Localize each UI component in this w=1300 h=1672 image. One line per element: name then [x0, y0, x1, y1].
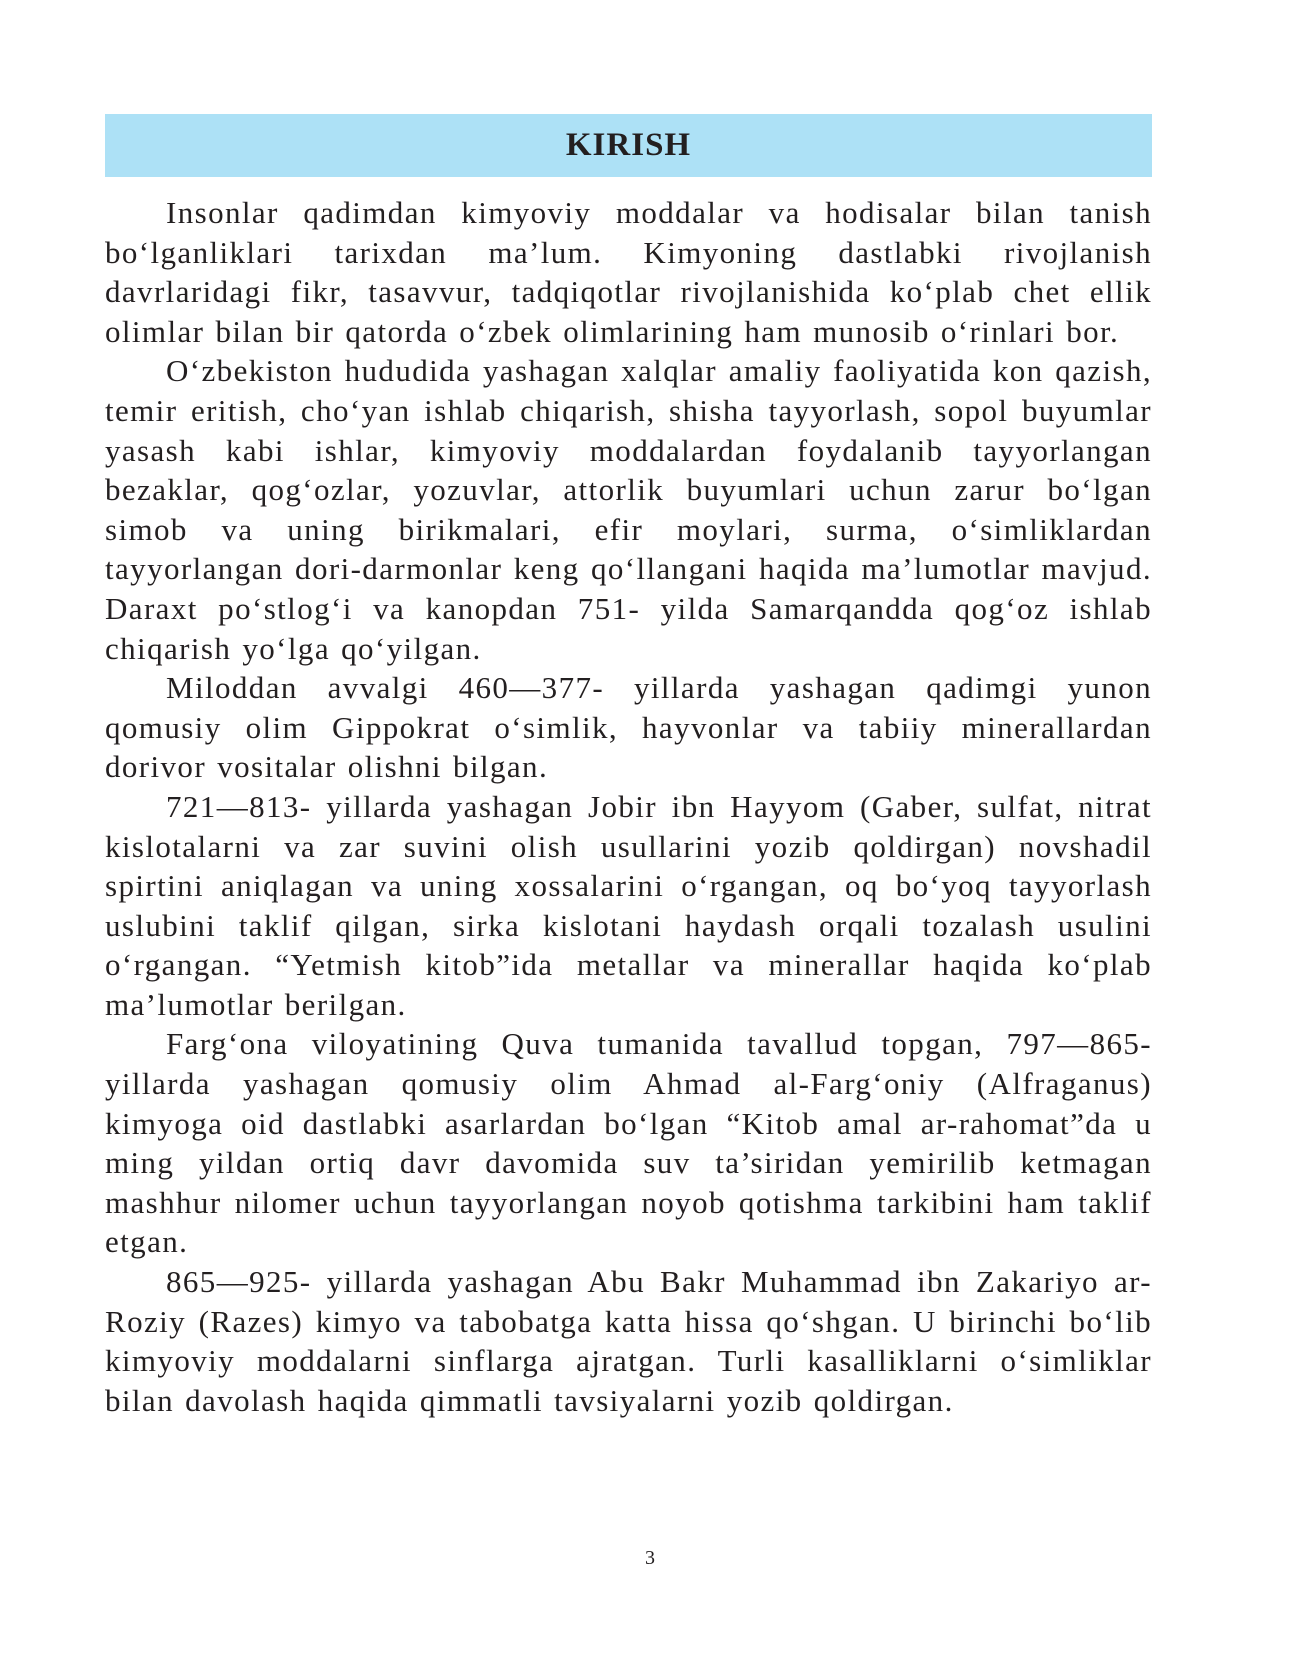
page-number: 3: [645, 1547, 655, 1569]
paragraph-hippocrates: Miloddan avvalgi 460—377- yillarda yashagan qadimgi yunon qomusiy olim Gippokrat o‘simlik, hayvonlar va tabiiy minerallardan dorivor vositalar olishni bilgan.: [105, 670, 1152, 785]
section-heading: KIRISH: [565, 127, 692, 163]
paragraph-ar-razi: 865—925- yillarda yashagan Abu Bakr Muhammad ibn Zakariyo ar-Roziy (Razes) kimyo va tabobatga katta hissa qo‘shgan. U birinchi bo‘lib kimyoviy moddalarni sinflarga ajratgan. Turli kasalliklarni o‘simliklar bilan davolash haqida qimmatli tavsiyalarni yozib qoldirgan.: [105, 1264, 1152, 1418]
paragraph-uzbekistan-practices: O‘zbekiston hududida yashagan xalqlar amaliy faoliyatida kon qazish, temir eritish, cho‘yan ishlab chiqarish, shisha tayyorlash, sopol buyumlar yasash kabi ishlar, kimyoviy moddalardan foydalanib tayyorlangan bezaklar, qog‘ozlar, yozuvlar, attorlik buyumlari uchun zarur bo‘lgan simob va uning birikmalari, efir moylari, surma, o‘simliklardan tayyorlangan dori-darmonlar keng qo‘llangani haqida ma’lumotlar mavjud. Daraxt po‘stlog‘i va kanopdan 751- yilda Samarqandda qog‘oz ishlab chiqarish yo‘lga qo‘yilgan.: [105, 353, 1152, 666]
paragraph-jabir-ibn-hayyan: 721—813- yillarda yashagan Jobir ibn Hayyom (Gaber, sulfat, nitrat kislotalarni va zar suvini olish usullarini yozib qoldirgan) novshadil spirtini aniqlagan va uning xossalarini o‘rgangan, oq bo‘yoq tayyorlash uslubini taklif qilgan, sirka kislotani haydash orqali tozalash usulini o‘rgangan. “Yetmish kitob”ida metallar va minerallar haqida ko‘plab ma’lumotlar berilgan.: [105, 788, 1152, 1022]
section-heading-band: [105, 114, 1152, 177]
body-text: [105, 193, 1152, 1420]
paragraph-al-farghani: Farg‘ona viloyatining Quva tumanida tavallud topgan, 797—865- yillarda yashagan qomusiy olim Ahmad al-Farg‘oniy (Alfraganus) kimyoga oid dastlabki asarlardan bo‘lgan “Kitob amal ar-rahomat”da u ming yildan ortiq davr davomida suv ta’siridan yemirilib ketmagan mashhur nilomer uchun tayyorlangan noyob qotishma tarkibini ham taklif etgan.: [105, 1026, 1152, 1260]
paragraph-intro: Insonlar qadimdan kimyoviy moddalar va hodisalar bilan tanish bo‘lganliklari tarixdan ma’lum. Kimyoning dastlabki rivojlanish davrlaridagi fikr, tasavvur, tadqiqotlar rivojlanishida ko‘plab chet ellik olimlar bilan bir qatorda o‘zbek olimlarining ham munosib o‘rinlari bor.: [105, 195, 1152, 349]
